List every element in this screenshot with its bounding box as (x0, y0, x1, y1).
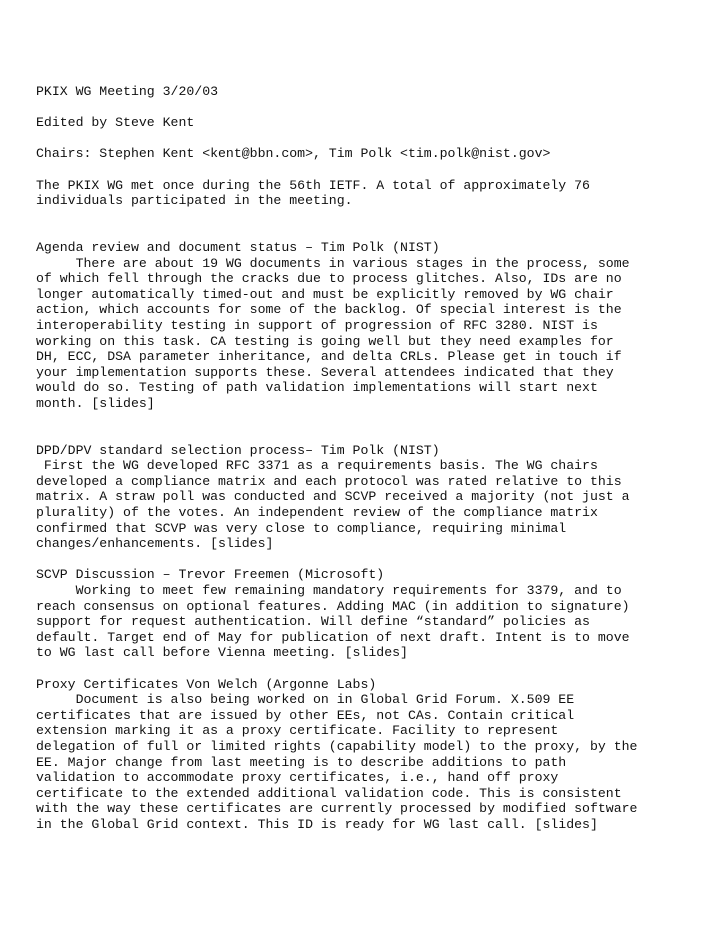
section-line: developed a compliance matrix and each protocol was rated relative to this (36, 473, 622, 489)
editor-line: Edited by Steve Kent (36, 115, 195, 131)
section-agenda-review (36, 240, 716, 412)
section-line: to WG last call before Vienna meeting. [slides] (36, 645, 408, 661)
spacer (36, 131, 716, 147)
section-line: with the way these certificates are currently processed by modified software (36, 801, 638, 817)
section-line: There are about 19 WG documents in various stages in the process, some (36, 255, 630, 271)
chairs-line: Chairs: Stephen Kent <kent@bbn.com>, Tim Polk <tim.polk@nist.gov> (36, 146, 551, 162)
intro-line: individuals participated in the meeting. (36, 193, 353, 209)
section-line: confirmed that SCVP was very close to compliance, requiring minimal (36, 520, 567, 536)
section-heading: Agenda review and document status – Tim Polk (NIST) (36, 239, 440, 255)
section-line: month. [slides] (36, 395, 155, 411)
section-line: First the WG developed RFC 3371 as a requirements basis. The WG chairs (36, 458, 598, 474)
section-line: certificates that are issued by other EEs, not CAs. Contain critical (36, 707, 575, 723)
spacer (36, 100, 716, 116)
section-line: would do so. Testing of path validation implementations will start next (36, 380, 598, 396)
section-proxy-certificates (36, 677, 716, 833)
section-heading: DPD/DPV standard selection process– Tim Polk (NIST) (36, 442, 440, 458)
spacer (36, 661, 716, 677)
intro-paragraph (36, 178, 716, 209)
spacer (36, 411, 716, 442)
section-heading: SCVP Discussion – Trevor Freemen (Microsoft) (36, 567, 385, 583)
section-line: DH, ECC, DSA parameter inheritance, and delta CRLs. Please get in touch if (36, 349, 622, 365)
section-line: validation to accommodate proxy certificates, i.e., hand off proxy (36, 770, 559, 786)
section-line: longer automatically timed-out and must be explicitly removed by WG chair (36, 286, 614, 302)
section-line: delegation of full or limited rights (capability model) to the proxy, by the (36, 738, 638, 754)
section-line: changes/enhancements. [slides] (36, 536, 274, 552)
section-line: matrix. A straw poll was conducted and SCVP received a majority (not just a (36, 489, 630, 505)
document-title: PKIX WG Meeting 3/20/03 (36, 84, 219, 99)
spacer (36, 552, 716, 568)
section-line: default. Target end of May for publication of next draft. Intent is to move (36, 629, 630, 645)
section-line: reach consensus on optional features. Adding MAC (in addition to signature) (36, 598, 630, 614)
document-body (36, 84, 716, 833)
section-line: your implementation supports these. Several attendees indicated that they (36, 364, 614, 380)
section-heading: Proxy Certificates Von Welch (Argonne Labs) (36, 676, 377, 692)
section-scvp-discussion (36, 567, 716, 661)
section-line: action, which accounts for some of the backlog. Of special interest is the (36, 302, 622, 318)
section-line: in the Global Grid context. This ID is ready for WG last call. [slides] (36, 816, 598, 832)
section-dpd-dpv-selection (36, 443, 716, 552)
intro-line: The PKIX WG met once during the 56th IETF. A total of approximately 76 (36, 177, 590, 193)
section-line: EE. Major change from last meeting is to describe additions to path (36, 754, 567, 770)
section-line: plurality) of the votes. An independent review of the compliance matrix (36, 505, 598, 521)
section-line: interoperability testing in support of progression of RFC 3280. NIST is (36, 317, 598, 333)
section-line: support for request authentication. Will define “standard” policies as (36, 614, 590, 630)
section-line: extension marking it as a proxy certificate. Facility to represent (36, 723, 559, 739)
section-line: of which fell through the cracks due to process glitches. Also, IDs are no (36, 271, 622, 287)
spacer (36, 209, 716, 240)
section-line: Working to meet few remaining mandatory requirements for 3379, and to (36, 583, 622, 598)
section-line: certificate to the extended additional validation code. This is consistent (36, 785, 622, 801)
section-line: Document is also being worked on in Global Grid Forum. X.509 EE (36, 692, 575, 708)
section-line: working on this task. CA testing is going well but they need examples for (36, 333, 614, 349)
spacer (36, 162, 716, 178)
